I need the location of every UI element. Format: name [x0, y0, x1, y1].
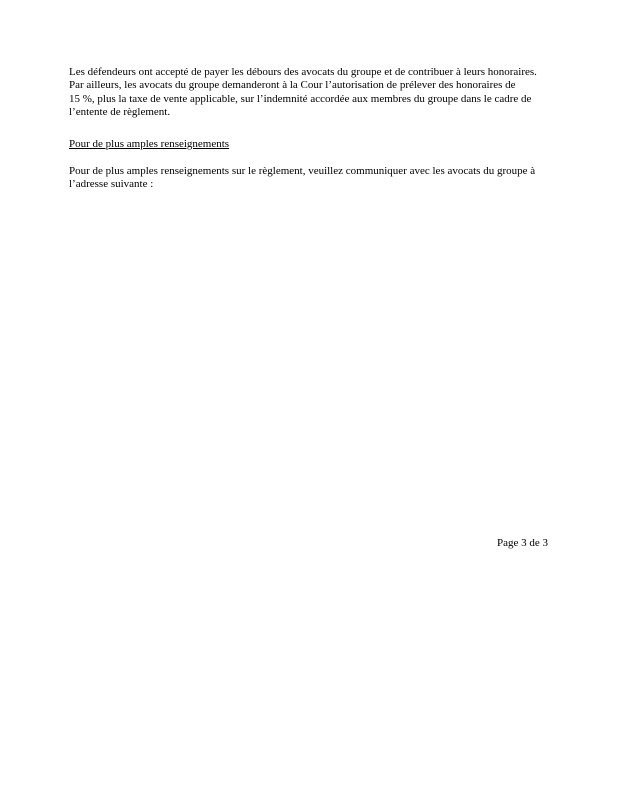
page-number: Page 3 de 3: [496, 537, 548, 549]
text-line: l’entente de règlement.: [69, 106, 171, 119]
text-line: Les défendeurs ont accepté de payer les débours des avocats du groupe et de contribuer à leurs honoraires.: [69, 66, 537, 78]
text-line: l’adresse suivante :: [69, 178, 154, 191]
page-content: [69, 66, 569, 192]
paragraph-fees: [69, 66, 569, 120]
text-line: Pour de plus amples renseignements sur le règlement, veuillez communiquer avec les avocats du groupe à: [69, 165, 536, 178]
section-heading-more-information: Pour de plus amples renseignements: [69, 137, 230, 150]
paragraph-contact: [69, 165, 569, 192]
text-line: Par ailleurs, les avocats du groupe demanderont à la Cour l’autorisation de prélever des honoraires de: [69, 79, 516, 92]
text-line: 15 %, plus la taxe de vente applicable, sur l’indemnité accordée aux membres du groupe dans le cadre de: [69, 92, 532, 105]
